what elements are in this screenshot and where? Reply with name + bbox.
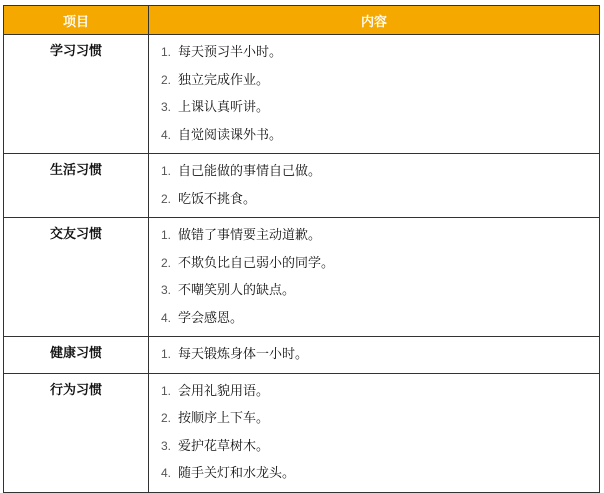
list-item [161, 94, 599, 122]
item-text: 爱护花草树木。 [178, 438, 270, 454]
list-item [161, 158, 599, 186]
item-number: 1. [161, 347, 172, 361]
items-cell [149, 154, 600, 218]
table-row [4, 337, 600, 374]
item-number: 1. [161, 383, 172, 398]
category-cell: 生活习惯 [4, 154, 149, 218]
table-row [4, 373, 600, 492]
item-number: 3. [161, 283, 172, 297]
item-number: 4. [161, 127, 172, 142]
list-item [161, 222, 599, 250]
list-item [161, 305, 599, 333]
item-text: 每天预习半小时。 [178, 45, 283, 60]
item-text: 自己能做的事情自己做。 [178, 164, 322, 179]
list-item [161, 67, 599, 95]
item-text: 每天锻炼身体一小时。 [178, 347, 309, 362]
item-text: 学会感恩。 [178, 310, 244, 326]
item-text: 不欺负比自己弱小的同学。 [178, 255, 335, 271]
list-item [161, 341, 599, 369]
item-text: 吃饭不挑食。 [178, 191, 257, 207]
items-cell [149, 373, 600, 492]
list-item [161, 277, 599, 305]
list-item [161, 39, 599, 67]
list-item [161, 460, 599, 488]
list-item [161, 186, 599, 214]
table-row [4, 218, 600, 337]
category-cell: 行为习惯 [4, 373, 149, 492]
item-number: 2. [161, 191, 172, 206]
item-number: 1. [161, 228, 172, 242]
item-number: 4. [161, 310, 172, 325]
items-cell [149, 35, 600, 154]
item-number: 2. [161, 72, 172, 87]
item-text: 随手关灯和水龙头。 [178, 466, 296, 481]
list-item [161, 122, 599, 150]
items-cell [149, 337, 600, 374]
table-row [4, 35, 600, 154]
category-cell: 学习习惯 [4, 35, 149, 154]
list-item [161, 250, 599, 278]
habits-table [3, 5, 600, 493]
category-cell: 健康习惯 [4, 337, 149, 374]
item-text: 按顺序上下车。 [178, 411, 270, 426]
header-item: 项目 [4, 6, 149, 35]
item-number: 3. [161, 438, 172, 453]
table-row [4, 154, 600, 218]
item-text: 不嘲笑别人的缺点。 [178, 283, 296, 298]
item-number: 3. [161, 100, 172, 114]
item-number: 1. [161, 164, 172, 178]
list-item [161, 433, 599, 461]
list-item [161, 405, 599, 433]
item-text: 独立完成作业。 [178, 72, 270, 88]
item-number: 2. [161, 411, 172, 425]
item-text: 做错了事情要主动道歉。 [178, 228, 322, 243]
item-text: 自觉阅读课外书。 [178, 127, 283, 143]
header-content: 内容 [149, 6, 600, 35]
item-number: 1. [161, 45, 172, 59]
category-cell: 交友习惯 [4, 218, 149, 337]
header-row [4, 6, 600, 35]
items-cell [149, 218, 600, 337]
item-text: 上课认真听讲。 [178, 100, 270, 115]
list-item [161, 378, 599, 406]
item-text: 会用礼貌用语。 [178, 383, 270, 399]
item-number: 2. [161, 255, 172, 270]
item-number: 4. [161, 466, 172, 480]
